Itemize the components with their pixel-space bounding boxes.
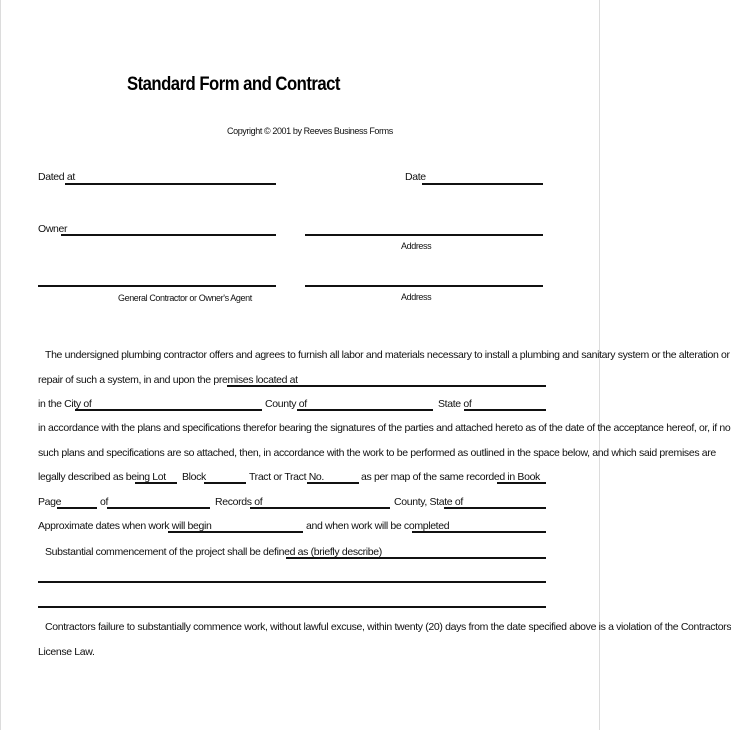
contractor-caption: General Contractor or Owner's Agent [118,293,252,303]
county-line[interactable] [297,409,433,411]
date-line[interactable] [422,183,543,185]
address-line-2[interactable] [305,285,543,287]
county-state-line[interactable] [444,507,546,509]
dated-at-line[interactable] [65,183,276,185]
tract-line[interactable] [307,482,359,484]
failure-line1: Contractors failure to substantially commence work, without lawful excuse, within twenty (20) days from the date specified above is a violation of the Contractors [45,621,731,633]
completed-label: and when work will be completed [306,520,450,532]
address-caption-1: Address [401,241,432,251]
tract-label: Tract or Tract No. [249,471,324,483]
contractor-line[interactable] [38,285,276,287]
records-label: Records of [215,496,263,508]
page-label: Page [38,496,62,508]
dated-at-label: Dated at [38,171,75,183]
block-label: Block [182,471,206,483]
completion-date-line[interactable] [412,531,546,533]
county-state-label: County, State of [394,496,463,508]
para1-line2: repair of such a system, in and upon the premises located at [38,374,298,386]
para1-line1: The undersigned plumbing contractor offers and agrees to furnish all labor and materials necessary to install a plumbing and sanitary system or the alteration or [45,349,730,361]
address-caption-2: Address [401,292,432,302]
failure-line2: License Law. [38,646,95,658]
substantial-label: Substantial commencement of the project shall be defined as (briefly describe) [45,546,382,558]
city-line[interactable] [75,409,262,411]
lot-line[interactable] [135,482,177,484]
map-label: as per map of the same recorded in Book [361,471,540,483]
commencement-line-2[interactable] [38,581,546,583]
state-label: State of [438,398,472,410]
begin-date-line[interactable] [168,531,303,533]
commencement-line-3[interactable] [38,606,546,608]
copyright-notice: Copyright © 2001 by Reeves Business Forms [227,126,393,136]
address-line-1[interactable] [305,234,543,236]
accordance-line: in accordance with the plans and specifications therefor bearing the signatures of the parties and attached hereto as of the date of the acceptance hereof, or, if no [38,422,731,434]
page-line[interactable] [57,507,97,509]
state-line[interactable] [464,409,546,411]
of-label: of [100,496,109,508]
of-line[interactable] [107,507,210,509]
owner-line[interactable] [61,234,276,236]
date-label: Date [405,171,426,183]
plans-line: such plans and specifications are so attached, then, in accordance with the work to be performed as outlined in the space below, and which said premises are [38,447,716,459]
premises-location-line[interactable] [227,385,546,387]
records-line[interactable] [250,507,390,509]
county-label: County of [265,398,307,410]
commencement-line-1[interactable] [286,557,546,559]
page-title: Standard Form and Contract [127,74,340,95]
city-label: in the City of [38,398,92,410]
book-line[interactable] [497,482,546,484]
approx-begin-label: Approximate dates when work will begin [38,520,212,532]
block-line[interactable] [204,482,246,484]
owner-label: Owner [38,223,68,235]
legally-label: legally described as being Lot [38,471,166,483]
